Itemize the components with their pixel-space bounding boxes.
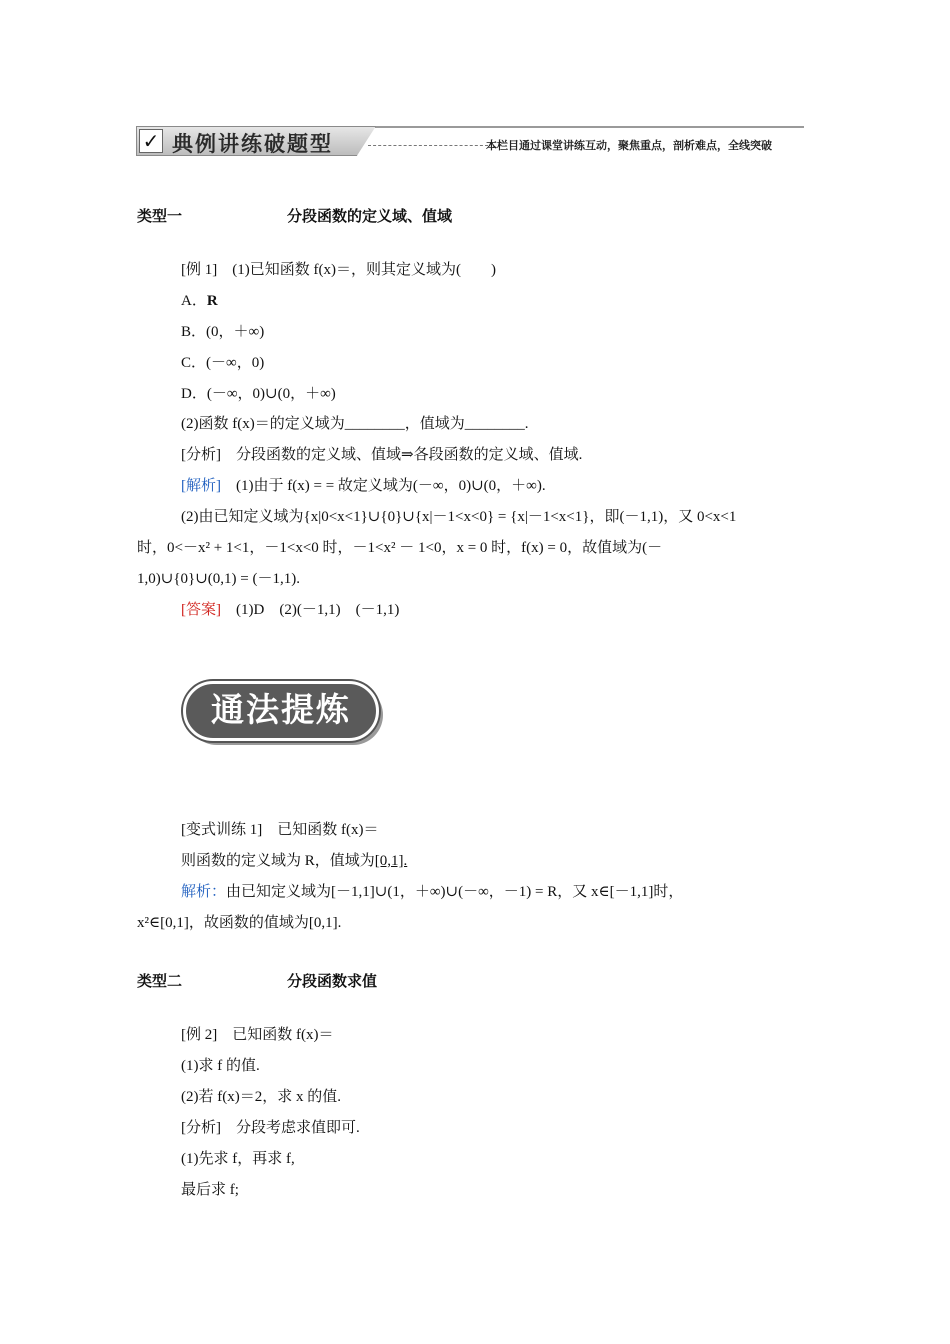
banner-dash bbox=[368, 145, 488, 146]
solution-tag: [解析] bbox=[181, 478, 221, 494]
variant1-answer: [0,1]. bbox=[374, 853, 408, 869]
example2-part2: (2)若 f(x)＝2，求 x 的值. bbox=[181, 1089, 341, 1105]
analysis-tag: [分析] bbox=[181, 447, 221, 463]
example2-question: [例 2] 已知函数 f(x)＝ bbox=[181, 1027, 334, 1043]
example1-analysis bbox=[181, 445, 582, 465]
option-c: C．(－∞，0) bbox=[181, 355, 265, 371]
example1-question: [例 1] (1)已知函数 f(x)＝，则其定义域为( ) bbox=[181, 262, 496, 278]
solution-text: (1)由于 f(x) = = 故定义域为(－∞，0)∪(0，＋∞). bbox=[236, 478, 546, 494]
type2-label: 类型二 bbox=[137, 972, 183, 990]
variant1-solution-tag: 解析： bbox=[181, 884, 227, 900]
solution-part2-b: 时，0<－x² + 1<1，－1<x<0 时，－1<x² － 1<0，x = 0 时，f(x) = 0，故值域为(－ bbox=[137, 540, 663, 556]
solution-part2-c: 1,0)∪{0}∪(0,1) = (－1,1). bbox=[137, 571, 300, 587]
solution-part2-a: (2)由已知定义域为{x|0<x<1}∪{0}∪{x|－1<x<0} = {x|－1<x<1}，即(－1,1)，又 0<x<1 bbox=[181, 509, 737, 525]
banner-title: 典例讲练破题型 bbox=[172, 132, 333, 156]
variant1-question: [变式训练 1] 已知函数 f(x)＝ bbox=[181, 822, 379, 838]
example2-step2: 最后求 f; bbox=[181, 1182, 239, 1198]
example2-analysis bbox=[181, 1118, 360, 1138]
variant1-solution bbox=[181, 882, 683, 902]
banner-rule bbox=[366, 126, 804, 128]
option-d: D．(－∞，0)∪(0，＋∞) bbox=[181, 386, 336, 402]
analysis-text: 分段函数的定义域、值域⇒各段函数的定义域、值域. bbox=[236, 447, 583, 463]
example1-solution bbox=[181, 476, 546, 496]
option-a bbox=[181, 291, 218, 311]
example2-part1: (1)求 f 的值. bbox=[181, 1058, 260, 1074]
example1-answer bbox=[181, 600, 399, 620]
type1-title: 分段函数的定义域、值域 bbox=[287, 207, 453, 225]
option-a-value: R bbox=[206, 293, 218, 309]
option-b: B．(0，＋∞) bbox=[181, 324, 265, 340]
variant1-statement bbox=[181, 851, 407, 871]
type1-label: 类型一 bbox=[137, 207, 183, 225]
example2-analysis-tag: [分析] bbox=[181, 1120, 221, 1136]
option-a-letter: A． bbox=[181, 293, 207, 309]
check-icon: ✓ bbox=[139, 129, 163, 153]
answer-tag: [答案] bbox=[181, 602, 221, 618]
variant1-solution-text: 由已知定义域为[－1,1]∪(1，＋∞)∪(－∞，－1) = R，又 x∈[－1,1]时， bbox=[226, 884, 684, 900]
example2-analysis-text: 分段考虑求值即可. bbox=[236, 1120, 360, 1136]
variant1-statement-text: 则函数的定义域为 R，值域为 bbox=[181, 853, 375, 869]
example1-part2: (2)函数 f(x)＝的定义域为________，值域为________. bbox=[181, 416, 529, 432]
banner-note: 本栏目通过课堂讲练互动，聚焦重点，剖析难点，全线突破 bbox=[486, 139, 772, 152]
method-summary-pill: 通法提炼 bbox=[183, 681, 379, 741]
example2-step1: (1)先求 f，再求 f, bbox=[181, 1151, 295, 1167]
answer-text: (1)D (2)(－1,1) (－1,1) bbox=[236, 602, 400, 618]
type2-title: 分段函数求值 bbox=[287, 972, 378, 990]
variant1-solution-cont: x²∈[0,1]，故函数的值域为[0,1]. bbox=[137, 915, 342, 931]
section-banner bbox=[136, 126, 804, 156]
